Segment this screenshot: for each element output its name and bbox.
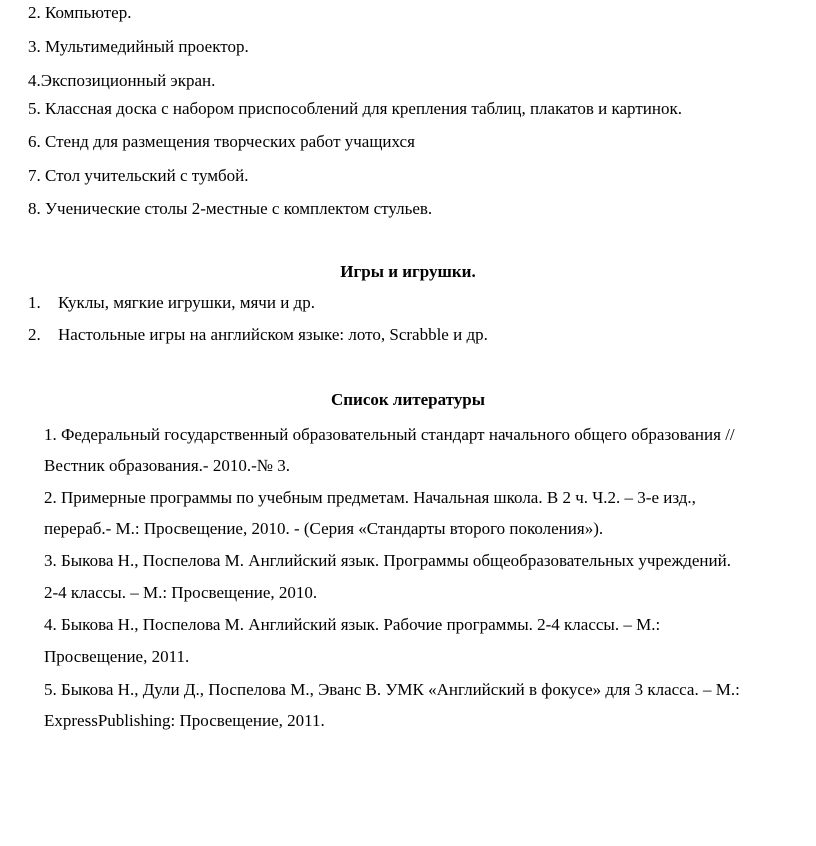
equipment-item: 8. Ученические столы 2-местные с комплектом стульев. [28, 199, 433, 218]
literature-line: перераб.- М.: Просвещение, 2010. - (Серия «Стандарты второго поколения»). [44, 519, 604, 538]
literature-line: Просвещение, 2011. [44, 647, 190, 666]
games-item [28, 325, 488, 345]
equipment-item: 5. Классная доска с набором приспособлений для крепления таблиц, плакатов и картинок. [28, 99, 682, 118]
equipment-item: 4.Экспозиционный экран. [28, 71, 216, 90]
games-item-text: Куклы, мягкие игрушки, мячи и др. [58, 293, 315, 312]
literature-line: 3. Быкова Н., Поспелова М. Английский язык. Программы общеобразовательных учреждений. [44, 551, 731, 570]
games-item-number: 1. [28, 293, 41, 312]
literature-line: 2. Примерные программы по учебным предметам. Начальная школа. В 2 ч. Ч.2. – 3-е изд., [44, 488, 696, 507]
literature-heading: Список литературы [330, 390, 486, 409]
literature-line: 5. Быкова Н., Дули Д., Поспелова М., Эванс В. УМК «Английский в фокусе» для 3 класса. – М.: [44, 680, 740, 699]
literature-line: 4. Быкова Н., Поспелова М. Английский язык. Рабочие программы. 2-4 классы. – М.: [44, 615, 661, 634]
literature-line: Вестник образования.- 2010.-№ 3. [44, 456, 290, 475]
literature-line: ExpressPublishing: Просвещение, 2011. [44, 711, 325, 730]
equipment-item: 2. Компьютер. [28, 3, 132, 22]
games-item [28, 293, 315, 313]
equipment-item: 7. Стол учительский с тумбой. [28, 166, 249, 185]
equipment-item: 3. Мультимедийный проектор. [28, 37, 249, 56]
literature-line: 1. Федеральный государственный образовательный стандарт начального общего образования // [44, 425, 735, 444]
games-heading: Игры и игрушки. [340, 262, 476, 281]
literature-line: 2-4 классы. – М.: Просвещение, 2010. [44, 583, 318, 602]
equipment-item: 6. Стенд для размещения творческих работ учащихся [28, 132, 415, 151]
games-item-text: Настольные игры на английском языке: лото, Scrabble и др. [58, 325, 488, 344]
games-item-number: 2. [28, 325, 41, 344]
